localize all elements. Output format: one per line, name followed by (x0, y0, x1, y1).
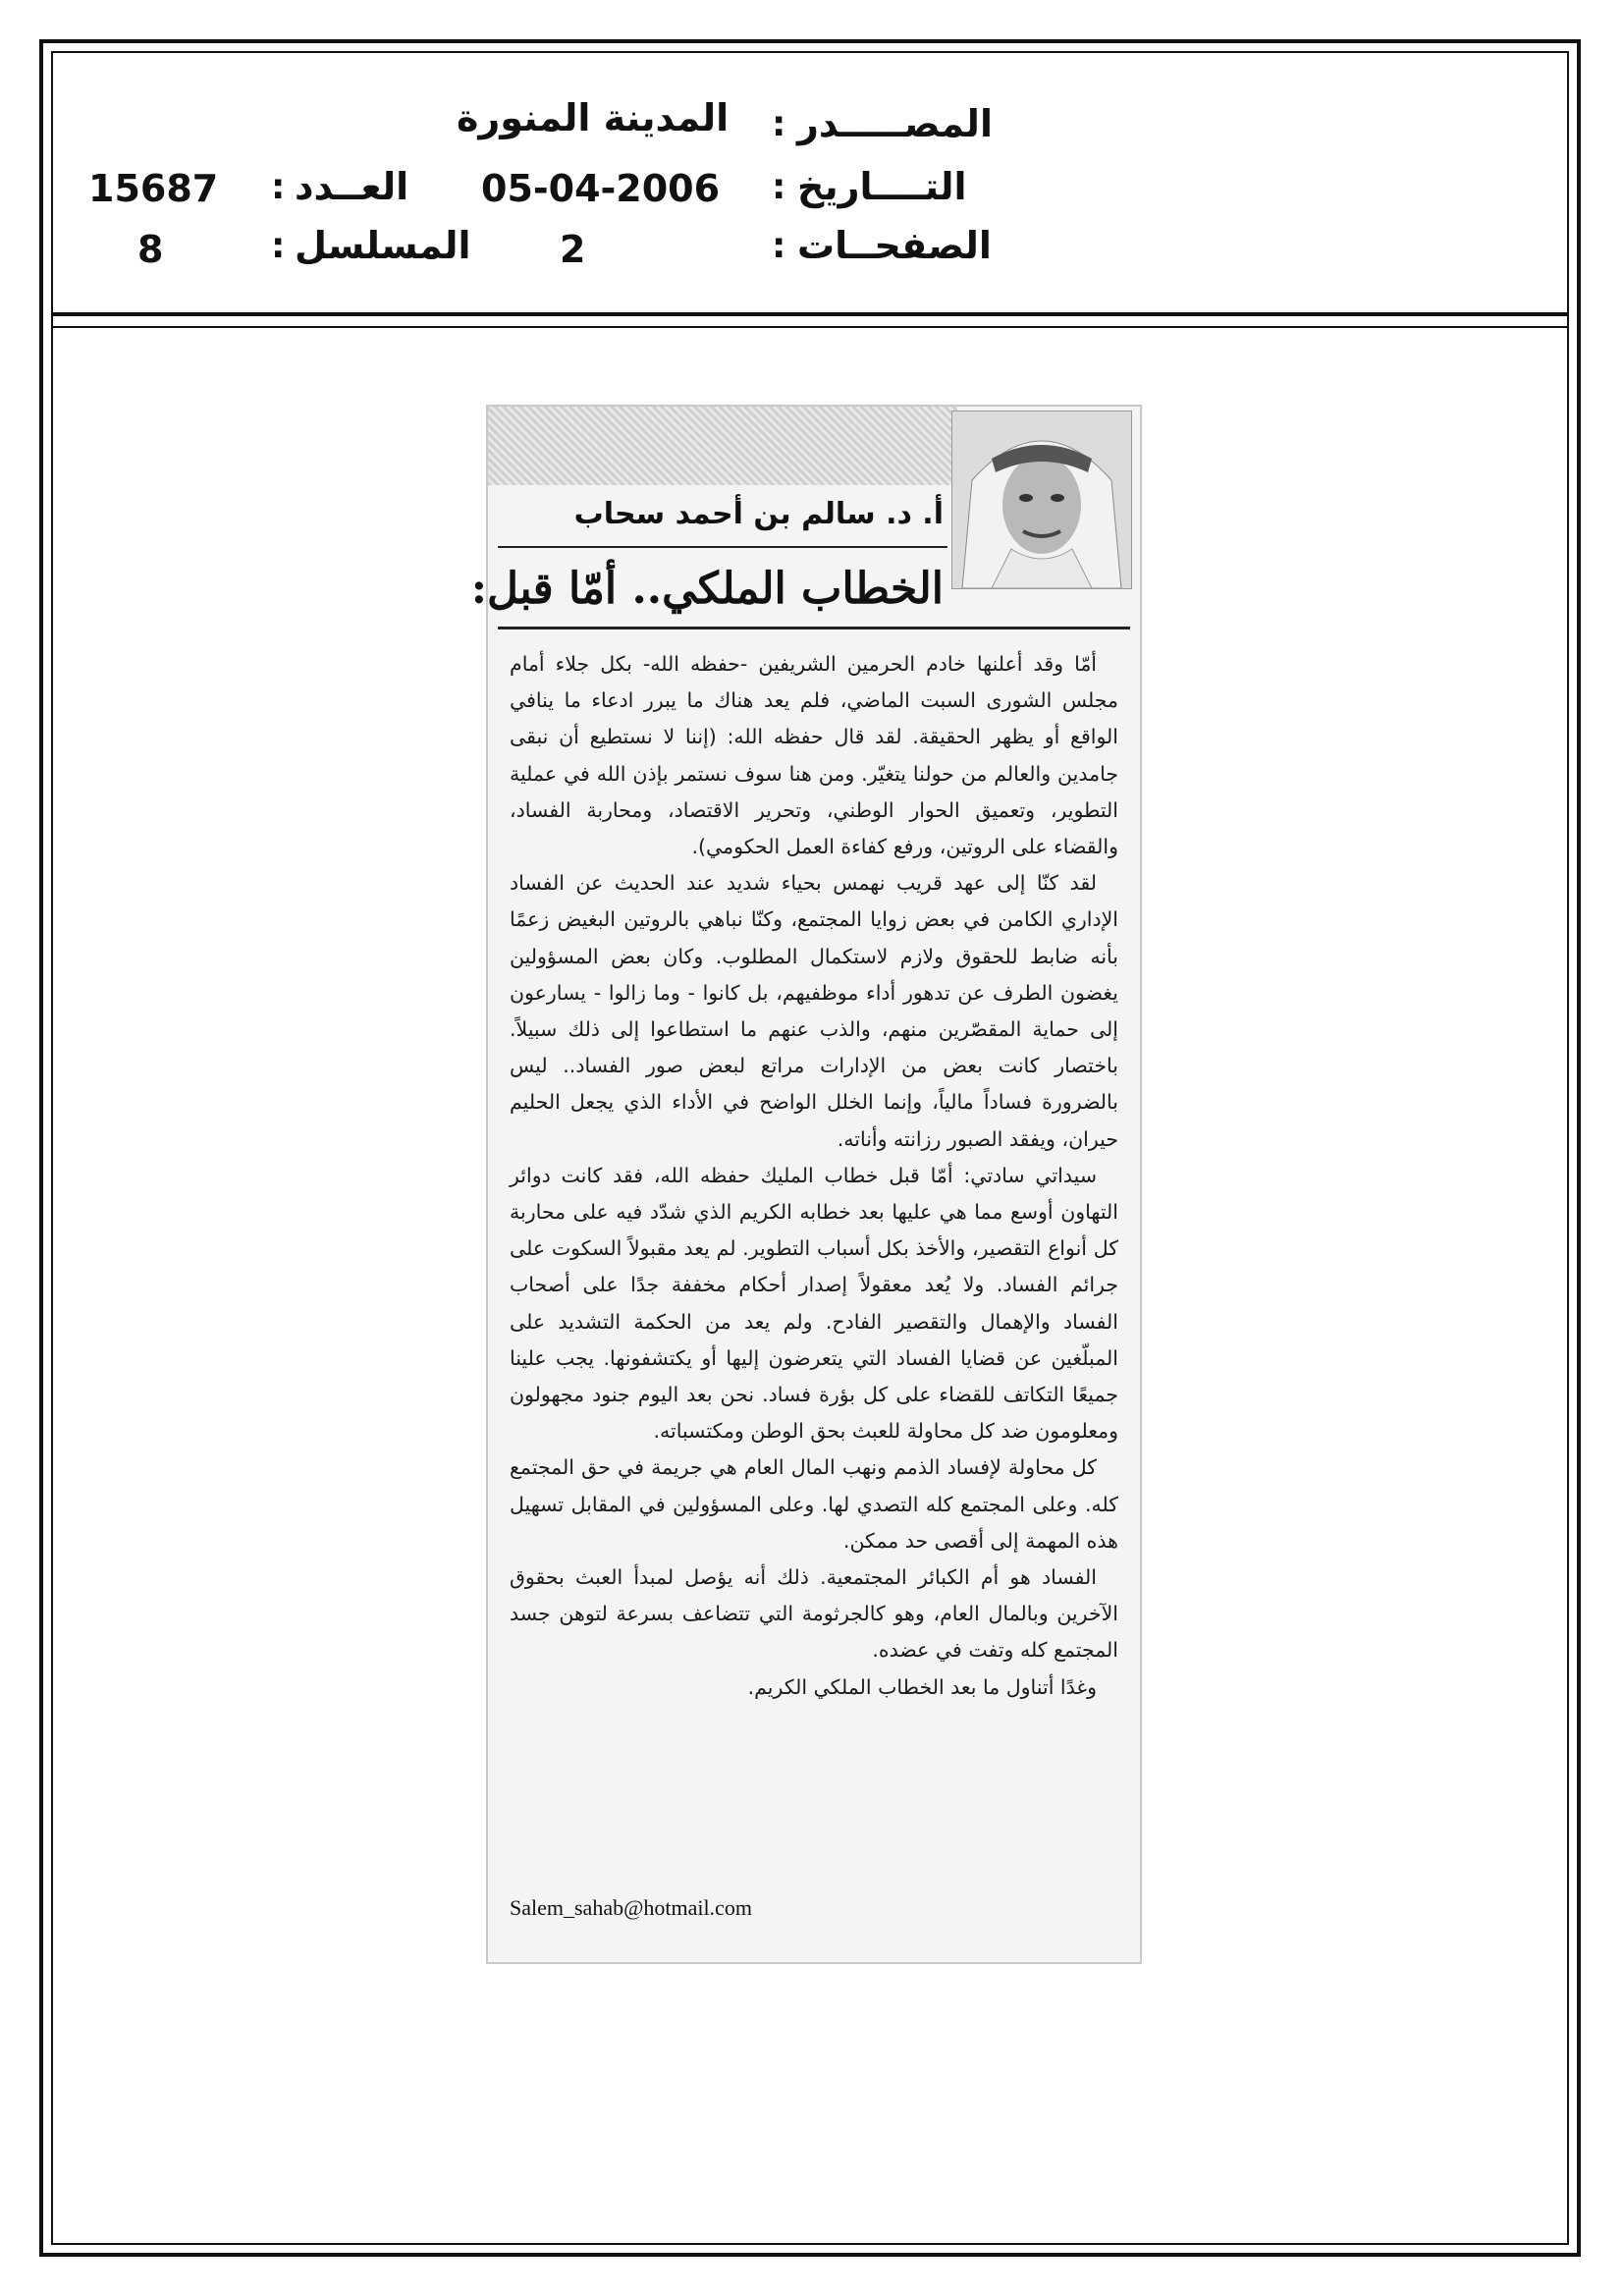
serial-colon: : (271, 226, 286, 266)
date-label: التــــاريخ (797, 165, 967, 208)
article-paragraph: كل محاولة لإفساد الذمم ونهب المال العام هي جريمة في حق المجتمع كله. وعلى المجتمع كله التصدي لها. وعلى المسؤولين في المقابل تسهيل هذه المهمة إلى أقصى حد ممكن. (510, 1455, 1118, 1553)
article-paragraph: وغدًا أتناول ما بعد الخطاب الملكي الكريم. (747, 1674, 1097, 1699)
issue-value: 15687 (88, 167, 219, 210)
issue-colon: : (271, 167, 286, 207)
pages-value: 2 (560, 228, 586, 271)
source-label: المصـــــدر (797, 102, 993, 145)
header-divider-thin (51, 326, 1569, 328)
serial-label: المسلسل (295, 224, 471, 267)
author-portrait-icon (952, 411, 1131, 588)
pages-colon: : (772, 226, 786, 266)
article-body (510, 646, 1118, 1706)
pages-label: الصفحــات (797, 224, 992, 267)
source-value: المدينة المنورة (457, 96, 730, 139)
title-rule (498, 627, 1130, 629)
byline-rule (498, 546, 947, 548)
serial-value: 8 (137, 228, 164, 271)
date-value: 05-04-2006 (481, 167, 721, 210)
halftone-banner (488, 407, 957, 485)
author-email: Salem_sahab@hotmail.com (510, 1895, 752, 1920)
author-photo (951, 410, 1132, 589)
issue-label: العــدد (295, 165, 409, 208)
article-paragraph: أمّا وقد أعلنها خادم الحرمين الشريفين -حفظه الله- بكل جلاء أمام مجلس الشورى السبت الماضي، فلم يعد هناك ما يبرر ادعاء ما ينافي الواقع أو يظهر الحقيقة. لقد قال حفظه الله: (إننا لا نستطيع أن نبقى جامدين والعالم من حولنا يتغيّر. ومن هنا سوف نستمر بإذن الله في عملية التطوير، وتعميق الحوار الوطني، وتحرير الاقتصاد، ومحاربة الفساد، والقضاء على الروتين، ورفع كفاءة العمل الحكومي). (510, 652, 1118, 859)
author-byline: أ. د. سالم بن أحمد سحاب (573, 497, 944, 531)
article-title: الخطاب الملكي.. أمّا قبل: (470, 564, 944, 614)
newspaper-clipping (470, 405, 1142, 1964)
date-colon: : (772, 167, 786, 207)
source-colon: : (772, 104, 786, 144)
article-paragraph: لقد كنّا إلى عهد قريب نهمس بحياء شديد عند الحديث عن الفساد الإداري الكامن في بعض زوايا المجتمع، وكنّا نباهي بالروتين البغيض زعمًا بأنه ضابط للحقوق ولازم لاستكمال المطلوب. وكان بعض المسؤولين يغضون الطرف عن تدهور أداء موظفيهم، بل كانوا - وما زالوا - يسارعون إلى حماية المقصّرين منهم، والذب عنهم ما استطاعوا إلى ذلك سبيلاً. باختصار كانت بعض من الإدارات مراتع لبعض صور الفساد.. ليس بالضرورة فساداً مالياً، وإنما الخلل الواضح في الأداء الذي يجعل الحليم حيران، ويفقد الصبور رزانته وأناته. (510, 871, 1118, 1151)
article-paragraph: سيداتي سادتي: أمّا قبل خطاب المليك حفظه الله، فقد كانت دوائر التهاون أوسع مما هي عليها بعد خطابه الكريم الذي شدّد فيه على محاربة كل أنواع التقصير، والأخذ بكل أسباب التطوير. لم يعد مقبولاً السكوت على جرائم الفساد. ولا يُعد معقولاً إصدار أحكام مخففة جدًا على أصحاب الفساد والإهمال والتقصير الفادح. ولم يعد من الحكمة التشديد على المبلّغين عن قضايا الفساد التي يتعرضون إليها أو يكتشفونها. يجب علينا جميعًا التكاتف للقضاء على كل بؤرة فساد. نحن بعد اليوم جنود مجهولون ومعلومون ضد كل محاولة للعبث بحق الوطن ومكتسباته. (510, 1163, 1118, 1444)
header-divider (51, 312, 1569, 316)
article-paragraph: الفساد هو أم الكبائر المجتمعية. ذلك أنه يؤصل لمبدأ العبث بحقوق الآخرين وبالمال العام، وهو كالجرثومة التي تتضاعف بسرعة لتوهن جسد المجتمع كله وتفت في عضده. (510, 1565, 1118, 1663)
